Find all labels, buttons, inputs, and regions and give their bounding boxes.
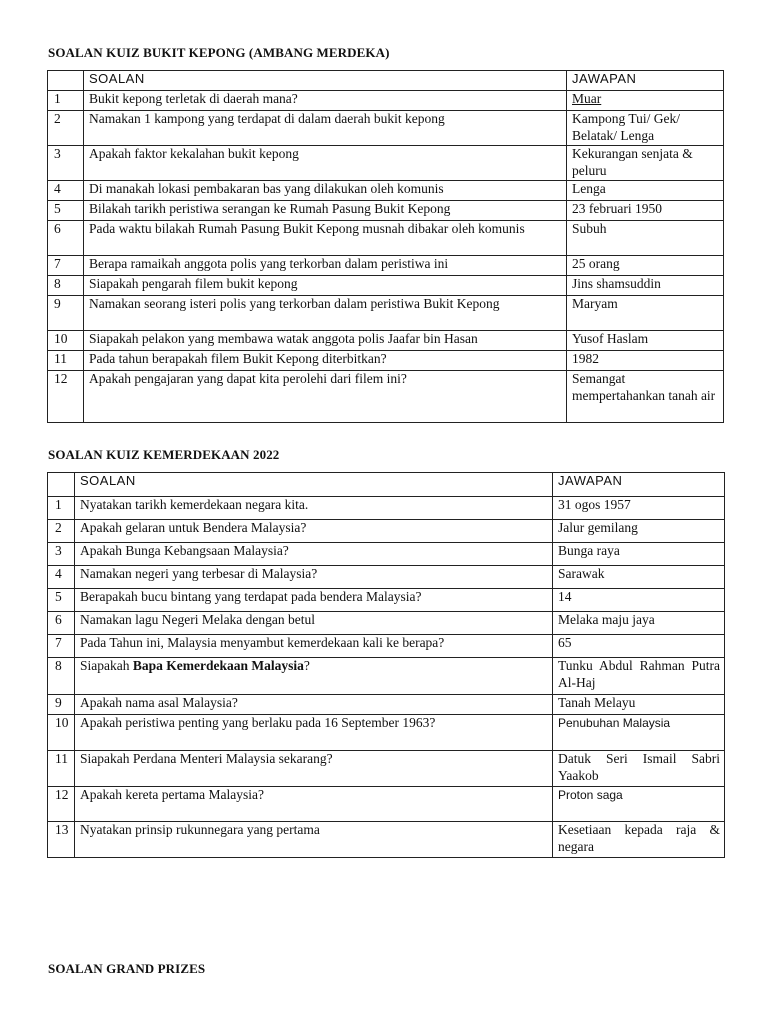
row-number: 6: [48, 612, 75, 635]
question-cell: Berapa ramaikah anggota polis yang terkorban dalam peristiwa ini: [84, 256, 567, 276]
answer-cell: Jins shamsuddin: [567, 276, 724, 296]
question-cell: Apakah nama asal Malaysia?: [75, 695, 553, 715]
answer-cell: Kampong Tui/ Gek/ Belatak/ Lenga: [567, 111, 724, 146]
answer-cell: Tanah Melayu: [553, 695, 725, 715]
question-cell: Nyatakan prinsip rukunnegara yang pertama: [75, 822, 553, 858]
row-number: 11: [48, 351, 84, 371]
question-cell: Siapakah Perdana Menteri Malaysia sekarang?: [75, 751, 553, 787]
table-header-row: [48, 71, 724, 91]
table-row: [48, 181, 724, 201]
question-cell: Apakah faktor kekalahan bukit kepong: [84, 146, 567, 181]
question-cell: Bilakah tarikh peristiwa serangan ke Rumah Pasung Bukit Kepong: [84, 201, 567, 221]
row-number: 10: [48, 331, 84, 351]
question-cell: [75, 658, 553, 695]
question-cell: Namakan lagu Negeri Melaka dengan betul: [75, 612, 553, 635]
row-number: 12: [48, 787, 75, 822]
answer-cell: Kesetiaan kepada raja & negara: [553, 822, 725, 858]
answer-cell: Muar: [567, 91, 724, 111]
row-number: 7: [48, 635, 75, 658]
answer-cell: Maryam: [567, 296, 724, 331]
question-cell: Pada Tahun ini, Malaysia menyambut kemerdekaan kali ke berapa?: [75, 635, 553, 658]
question-cell: Apakah Bunga Kebangsaan Malaysia?: [75, 543, 553, 566]
table-header-row: [48, 473, 725, 497]
row-number: 7: [48, 256, 84, 276]
answer-header: JAWAPAN: [567, 71, 724, 91]
row-number: 5: [48, 201, 84, 221]
answer-cell: Kekurangan senjata & peluru: [567, 146, 724, 181]
bukit-kepong-quiz-table: [47, 70, 724, 423]
table-row: [48, 91, 724, 111]
answer-cell: Melaka maju jaya: [553, 612, 725, 635]
question-cell: Apakah gelaran untuk Bendera Malaysia?: [75, 520, 553, 543]
answer-cell: Sarawak: [553, 566, 725, 589]
table-row: [48, 201, 724, 221]
table-row: [48, 635, 725, 658]
answer-cell: Lenga: [567, 181, 724, 201]
table-row: [48, 520, 725, 543]
question-cell: Apakah peristiwa penting yang berlaku pada 16 September 1963?: [75, 715, 553, 751]
question-cell: Namakan negeri yang terbesar di Malaysia?: [75, 566, 553, 589]
row-number: 8: [48, 658, 75, 695]
question-bold-term: Bapa Kemerdekaan Malaysia: [132, 658, 304, 673]
answer-cell: Tunku Abdul Rahman Putra Al-Haj: [553, 658, 725, 695]
table-row: [48, 146, 724, 181]
answer-cell: Proton saga: [553, 787, 725, 822]
question-prefix: Siapakah: [80, 658, 133, 673]
section2-title: SOALAN KUIZ KEMERDEKAAN 2022: [48, 447, 280, 462]
section3-title: SOALAN GRAND PRIZES: [48, 961, 206, 976]
row-number: 3: [48, 543, 75, 566]
number-header: [48, 71, 84, 91]
row-number: 3: [48, 146, 84, 181]
section1-title: SOALAN KUIZ BUKIT KEPONG (AMBANG MERDEKA): [48, 45, 390, 60]
row-number: 2: [48, 520, 75, 543]
answer-cell: Semangat mempertahankan tanah air: [567, 371, 724, 423]
table-row: [48, 589, 725, 612]
answer-cell: Datuk Seri Ismail Sabri Yaakob: [553, 751, 725, 787]
row-number: 13: [48, 822, 75, 858]
table-row: [48, 296, 724, 331]
answer-cell: Yusof Haslam: [567, 331, 724, 351]
question-suffix: ?: [303, 658, 310, 673]
question-cell: Apakah pengajaran yang dapat kita perolehi dari filem ini?: [84, 371, 567, 423]
answer-cell: 1982: [567, 351, 724, 371]
row-number: 2: [48, 111, 84, 146]
question-cell: Nyatakan tarikh kemerdekaan negara kita.: [75, 497, 553, 520]
row-number: 4: [48, 566, 75, 589]
table-row: [48, 822, 725, 858]
question-cell: Pada tahun berapakah filem Bukit Kepong diterbitkan?: [84, 351, 567, 371]
question-cell: Siapakah pengarah filem bukit kepong: [84, 276, 567, 296]
table-row: [48, 331, 724, 351]
question-cell: Bukit kepong terletak di daerah mana?: [84, 91, 567, 111]
row-number: 4: [48, 181, 84, 201]
answer-cell: 23 februari 1950: [567, 201, 724, 221]
table-row: [48, 566, 725, 589]
table-row: [48, 658, 725, 695]
question-cell: Berapakah bucu bintang yang terdapat pada bendera Malaysia?: [75, 589, 553, 612]
table-row: [48, 751, 725, 787]
question-header: SOALAN: [75, 473, 553, 497]
answer-cell: Penubuhan Malaysia: [553, 715, 725, 751]
table-row: [48, 695, 725, 715]
table-row: [48, 371, 724, 423]
question-cell: Pada waktu bilakah Rumah Pasung Bukit Kepong musnah dibakar oleh komunis: [84, 221, 567, 256]
row-number: 6: [48, 221, 84, 256]
table-row: [48, 497, 725, 520]
row-number: 8: [48, 276, 84, 296]
row-number: 1: [48, 91, 84, 111]
number-header: [48, 473, 75, 497]
row-number: 9: [48, 695, 75, 715]
kemerdekaan-quiz-table: [47, 472, 725, 858]
table-row: [48, 715, 725, 751]
table-row: [48, 256, 724, 276]
row-number: 9: [48, 296, 84, 331]
answer-cell: 65: [553, 635, 725, 658]
answer-cell: Subuh: [567, 221, 724, 256]
answer-cell: Jalur gemilang: [553, 520, 725, 543]
question-cell: Namakan 1 kampong yang terdapat di dalam daerah bukit kepong: [84, 111, 567, 146]
answer-header: JAWAPAN: [553, 473, 725, 497]
question-header: SOALAN: [84, 71, 567, 91]
question-cell: Namakan seorang isteri polis yang terkorban dalam peristiwa Bukit Kepong: [84, 296, 567, 331]
table-row: [48, 612, 725, 635]
answer-cell: Bunga raya: [553, 543, 725, 566]
answer-cell: 25 orang: [567, 256, 724, 276]
table-row: [48, 221, 724, 256]
row-number: 11: [48, 751, 75, 787]
table-row: [48, 111, 724, 146]
row-number: 12: [48, 371, 84, 423]
question-cell: Siapakah pelakon yang membawa watak anggota polis Jaafar bin Hasan: [84, 331, 567, 351]
table-row: [48, 276, 724, 296]
question-cell: Di manakah lokasi pembakaran bas yang dilakukan oleh komunis: [84, 181, 567, 201]
table-row: [48, 787, 725, 822]
answer-cell: 14: [553, 589, 725, 612]
question-cell: Apakah kereta pertama Malaysia?: [75, 787, 553, 822]
table-row: [48, 543, 725, 566]
answer-cell: 31 ogos 1957: [553, 497, 725, 520]
row-number: 5: [48, 589, 75, 612]
row-number: 10: [48, 715, 75, 751]
table-row: [48, 351, 724, 371]
row-number: 1: [48, 497, 75, 520]
